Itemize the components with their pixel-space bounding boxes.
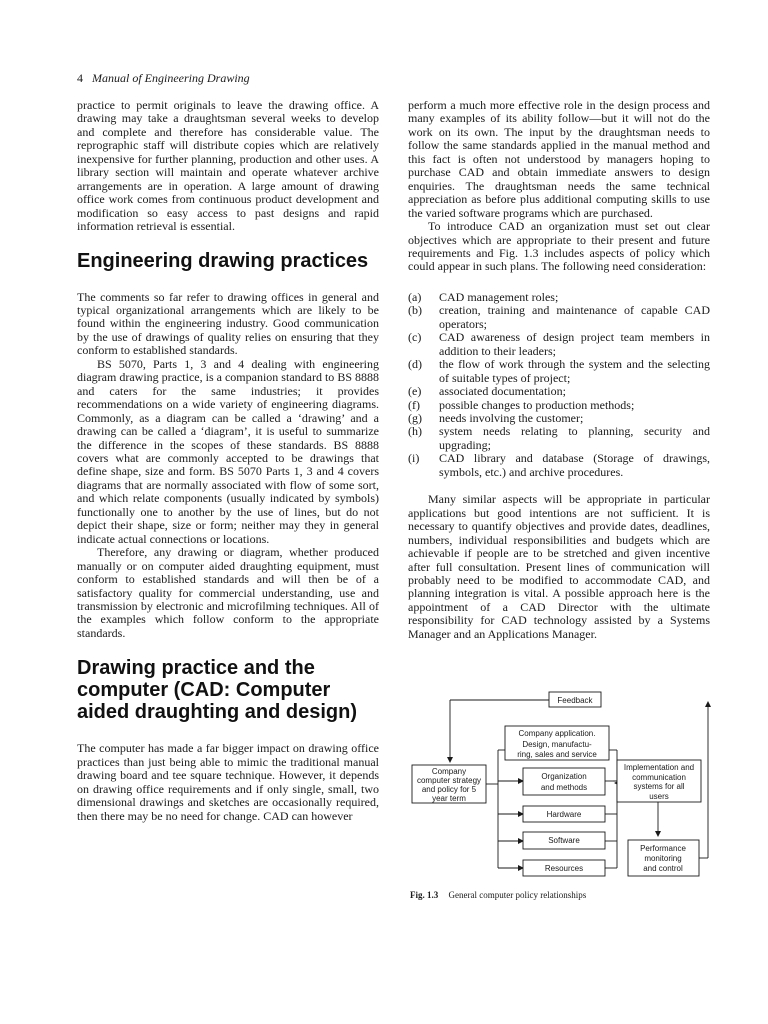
paragraph: To introduce CAD an organization must set out clear objectives which are appropriate to their present and future requirements and Fig. 1.3 includes aspects of policy which could appear in such plans. The following need consideration: bbox=[408, 219, 710, 274]
figure-number: Fig. 1.3 bbox=[410, 890, 439, 900]
list-label: (d) bbox=[408, 357, 422, 372]
list-item bbox=[408, 399, 710, 412]
diagram-label-performance: monitoring bbox=[644, 854, 682, 863]
diagram-label-company-strategy: and policy for 5 bbox=[421, 785, 477, 794]
list-item bbox=[408, 291, 710, 304]
list-text: possible changes to production methods; bbox=[439, 397, 635, 412]
diagram-label-feedback: Feedback bbox=[557, 696, 593, 705]
paragraph: The comments so far refer to drawing offices in general and typical organizational arrangements which are likely to be found within the engineering industry. Good communication by the use of drawings of quality relies on ensuring that they conform to established standards. bbox=[77, 289, 379, 358]
list-text: creation, training and maintenance of capable CAD operators; bbox=[439, 303, 710, 331]
needs-list bbox=[408, 291, 710, 479]
list-label: (i) bbox=[408, 451, 420, 466]
paragraph: The computer has made a far bigger impact on drawing office practices than just being able to mimic the traditional manual drawing board and tee square technique. However, it depends on drawing office requirements and if only single, small, two dimensional drawings and sketches are occasionally required, then there may be no need for change. CAD can however bbox=[77, 741, 379, 823]
list-item bbox=[408, 385, 710, 398]
list-text: CAD awareness of design project team members in addition to their leaders; bbox=[439, 330, 710, 358]
list-label: (h) bbox=[408, 424, 422, 439]
diagram-label-hardware: Hardware bbox=[546, 810, 582, 819]
diagram-label-performance: Performance bbox=[640, 844, 686, 853]
list-label: (c) bbox=[408, 330, 422, 345]
section-heading-engineering-drawing-practices: Engineering drawing practices bbox=[77, 249, 369, 272]
list-text: needs involving the customer; bbox=[439, 410, 584, 425]
list-label: (g) bbox=[408, 410, 422, 425]
diagram-label-company-strategy: Company bbox=[431, 767, 467, 776]
policy-diagram-svg bbox=[405, 690, 720, 885]
list-item bbox=[408, 452, 710, 479]
diagram-label-company-application: Design, manufactu- bbox=[522, 740, 592, 749]
paragraph: BS 5070, Parts 1, 3 and 4 dealing with engineering diagram drawing practice, is a companion standard to BS 8888 and caters for the same industries; it provides recommendations on a wide variety of engineering diagrams. Commonly, as a diagram can be called a ‘drawing’ and a drawing can be called a ‘diagram’, it is useful to summarize the difference in the scopes of these standards. BS 8888 covers what are commonly accepted to be drawings that define shape, size and form. BS 5070 Parts 1, 3 and 4 covers diagrams that are normally associated with flow of some sort, and which relate components (usually indicated by symbols) functionally one to another by the use of lines, but do not depict their shape, size or form; neither may they in general indicate actual connections or locations. bbox=[77, 356, 379, 546]
diagram-label-performance: and control bbox=[643, 864, 683, 873]
diagram-label-company-strategy: year term bbox=[432, 794, 466, 803]
paragraph: Many similar aspects will be appropriate in particular applications but good intentions are not sufficient. It is necessary to quantify objectives and provide dates, deadlines, numbers, individual responsibilities and budgets which are achievable if people are to be stretched and given incentive after full consultation. Present lines of communication will probably need to be modified to accommodate CAD, and planning integration is vital. A possible approach here is the appointment of a CAD Director with the ultimate responsibility for CAD technology assisted by a Systems Manager and an Applications Manager. bbox=[408, 492, 710, 641]
list-text: system needs relating to planning, security and upgrading; bbox=[439, 424, 710, 452]
page-number: 4 bbox=[77, 71, 83, 85]
list-label: (b) bbox=[408, 303, 422, 318]
figure-caption-text: General computer policy relationships bbox=[448, 890, 587, 900]
list-item bbox=[408, 412, 710, 425]
list-text: associated documentation; bbox=[439, 384, 566, 399]
section-heading-drawing-practice-cad: Drawing practice and the computer (CAD: Computer aided draughting and design) bbox=[77, 657, 357, 724]
list-item bbox=[408, 358, 710, 385]
list-item bbox=[408, 425, 710, 452]
list-label: (e) bbox=[408, 384, 422, 399]
diagram-label-company-application: Company application. bbox=[518, 729, 596, 738]
list-text: the flow of work through the system and the selecting of suitable types of project; bbox=[439, 357, 710, 385]
diagram-label-software: Software bbox=[548, 836, 580, 845]
right-column bbox=[408, 99, 710, 641]
diagram-label-company-application: ring, sales and service bbox=[517, 750, 597, 759]
figure-caption bbox=[410, 890, 586, 900]
diagram-label-implementation: users bbox=[649, 792, 669, 801]
book-title: Manual of Engineering Drawing bbox=[92, 71, 250, 85]
diagram-label-implementation: communication bbox=[632, 773, 686, 782]
left-column bbox=[77, 99, 379, 823]
diagram-label-resources: Resources bbox=[544, 864, 584, 873]
paragraph: Therefore, any drawing or diagram, whether produced manually or on computer aided draughting equipment, must conform to established standards and will then be of a satisfactory quality for commercial understanding, use and transmission by electronic and microfilming techniques. All of the examples which follow conform to the appropriate standards. bbox=[77, 545, 379, 640]
list-text: CAD library and database (Storage of drawings, symbols, etc.) and archive procedures. bbox=[439, 451, 710, 479]
diagram-label-implementation: Implementation and bbox=[623, 763, 695, 772]
paragraph: perform a much more effective role in the design process and many examples of its ability follow—but it will not do the work on its own. The input by the draughtsman needs to follow the same standards applied in the manual method and this fact is often not understood by managers hoping to purchase CAD and obtain immediate answers to design enquiries. The draughtsman needs the same technical appreciation as before plus additional computing skills to use the varied software programs which are purchased. bbox=[408, 98, 710, 220]
list-label: (f) bbox=[408, 397, 420, 412]
diagram-label-organization: and methods bbox=[540, 783, 588, 792]
list-text: CAD management roles; bbox=[439, 289, 559, 304]
list-label: (a) bbox=[408, 289, 422, 304]
list-item bbox=[408, 331, 710, 358]
figure-policy-diagram bbox=[405, 690, 720, 885]
diagram-label-company-strategy: computer strategy bbox=[416, 776, 482, 785]
list-item bbox=[408, 304, 710, 331]
diagram-label-implementation: systems for all bbox=[633, 782, 685, 791]
paragraph: practice to permit originals to leave the drawing office. A drawing may take a draughtsman several weeks to develop and complete and therefore has considerable value. The reprographic staff will distribute copies which are relatively inexpensive for further planning, production and other uses. A library section will maintain and operate whatever archive arrangements are in operation. A large amount of drawing office work comes from continuous product development and modification so easy access to past designs and rapid information retrieval is essential. bbox=[77, 98, 379, 234]
diagram-label-organization: Organization bbox=[541, 772, 587, 781]
running-head bbox=[77, 71, 250, 86]
